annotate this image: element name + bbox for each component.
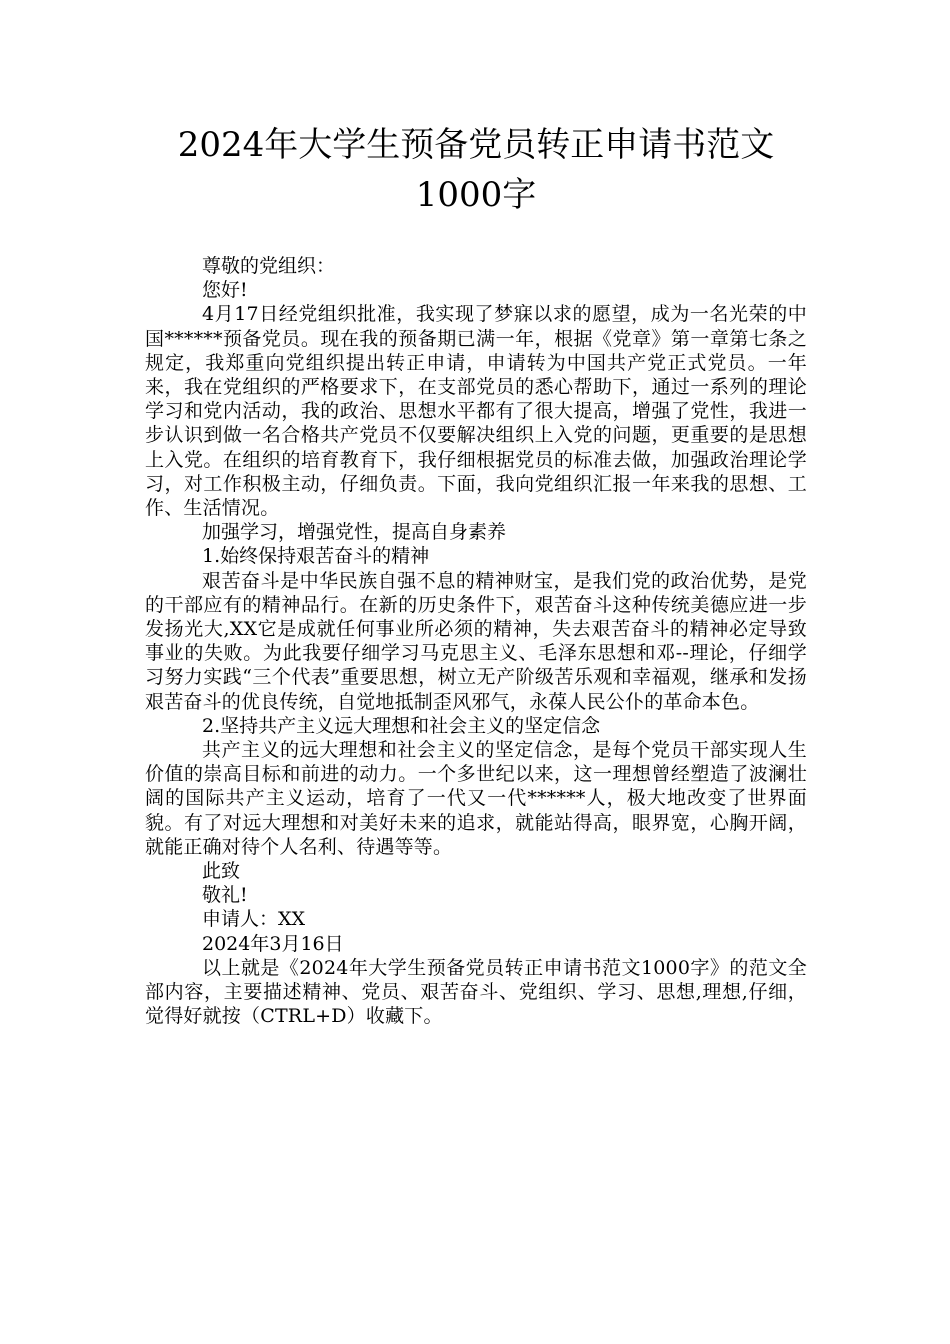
letter-date: 2024年3月16日 (202, 932, 344, 955)
footer-note: 以上就是《2024年大学生预备党员转正申请书范文1000字》的范文全部内容，主要描述精神、党员、艰苦奋斗、党组织、学习、思想,理想,仔细，觉得好就按（CTRL+D）收藏下。 (145, 956, 807, 1028)
document-title (145, 120, 807, 220)
applicant-signature: 申请人：XX (202, 908, 306, 931)
title-line-2: 1000字 (415, 175, 537, 215)
section-heading-3: 2.坚持共产主义远大理想和社会主义的坚定信念 (202, 714, 601, 737)
body-paragraph-1: 4月17日经党组织批准，我实现了梦寐以求的愿望，成为一名光荣的中国******预备党员。现在我的预备期已满一年，根据《党章》第一章第七条之规定，我郑重向党组织提出转正申请，申请转为中国共产党正式党员。一年来，我在党组织的严格要求下，在支部党员的悉心帮助下，通过一系列的理论学习和党内活动，我的政治、思想水平都有了很大提高，增强了党性，我进一步认识到做一名合格共产党员不仅要解决组织上入党的问题，更重要的是思想上入党。在组织的培育教育下，我仔细根据党员的标准去做，加强政治理论学习，对工作积极主动，仔细负责。下面，我向党组织汇报一年来我的思想、工作、生活情况。 (145, 303, 807, 520)
salutation: 尊敬的党组织： (202, 255, 336, 277)
document-page (145, 120, 807, 1029)
body-paragraph-3: 共产主义的远大理想和社会主义的坚定信念，是每个党员干部实现人生价值的崇高目标和前进的动力。一个多世纪以来，这一理想曾经塑造了波澜壮阔的国际共产主义运动，培育了一代又一代******人，极大地改变了世界面貌。有了对远大理想和对美好未来的追求，就能站得高，眼界宽，心胸开阔，就能正确对待个人名利、待遇等等。 (145, 739, 807, 858)
section-heading-1: 加强学习，增强党性，提高自身素养 (202, 521, 507, 544)
body-paragraph-2: 艰苦奋斗是中华民族自强不息的精神财宝，是我们党的政治优势，是党的干部应有的精神品行。在新的历史条件下，艰苦奋斗这种传统美德应进一步发扬光大,XX它是成就任何事业所必须的精神，失去艰苦奋斗的精神必定导致事业的失败。为此我要仔细学习马克思主义、毛泽东思想和邓--理论，仔细学习努力实践“三个代表”重要思想，树立无产阶级苦乐观和幸福观，继承和发扬艰苦奋斗的优良传统，自觉地抵制歪风邪气，永葆人民公仆的革命本色。 (145, 569, 807, 713)
greeting: 您好! (202, 279, 248, 302)
title-line-1: 2024年大学生预备党员转正申请书范文 (177, 125, 775, 165)
closing-line-2: 敬礼! (202, 884, 248, 907)
closing-line-1: 此致 (202, 860, 241, 883)
section-heading-2: 1.始终保持艰苦奋斗的精神 (202, 545, 430, 568)
